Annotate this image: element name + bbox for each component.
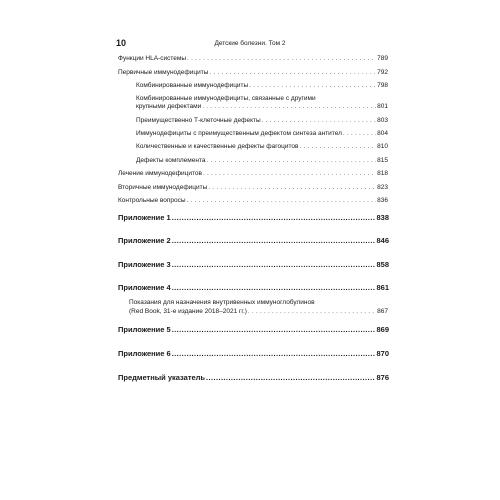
toc-appendix: Приложение 2 ..... 846 — [118, 237, 389, 245]
toc-entry-line1: Показания для назначения внутривенных иммуноглобулинов — [129, 299, 315, 306]
toc-entry: Лечение иммунодефицитов . . . 818 — [118, 170, 388, 178]
toc-appendix: Приложение 6 ..... 870 — [118, 350, 389, 358]
toc-appendix: Приложение 3 ..... 858 — [118, 261, 389, 269]
toc-entry: Функции HLA-системы . . . 789 — [118, 55, 388, 63]
toc-appendix: Предметный указатель ..... 876 — [118, 374, 389, 382]
toc-entry: Преимущественно Т-клеточные дефекты . . . 803 — [136, 117, 388, 125]
toc-entry: крупными дефектами . . . 801 — [136, 103, 388, 111]
running-title: Детские болезни. Том 2 — [214, 40, 286, 47]
toc-entry: Иммунодефициты с преимущественным дефектом синтеза антител . . . 804 — [136, 130, 388, 138]
toc-appendix: Приложение 4 ..... 861 — [118, 284, 389, 292]
toc-entry: Первичные иммунодефициты . . . 792 — [118, 69, 388, 77]
toc-entry: Комбинированные иммунодефициты . . . 798 — [136, 82, 388, 90]
page-number: 10 — [116, 38, 127, 48]
toc-entry: Контрольные вопросы . . . 836 — [118, 197, 388, 205]
toc-entry: Вторичные иммунодефициты . . . 823 — [118, 184, 388, 192]
toc-appendix: Приложение 1 ..... 838 — [118, 214, 389, 222]
toc-appendix: Приложение 5 ..... 869 — [118, 326, 389, 334]
toc-entry: Дефекты комплемента . . . 815 — [136, 157, 388, 165]
toc-entry: (Red Book, 31-е издание 2018–2021 гг.) . . . 867 — [129, 308, 388, 316]
toc-entry-line1: Комбинированные иммунодефициты, связанные с другими — [136, 95, 316, 102]
toc-entry: Количественные и качественные дефекты фагоцитов . . . 810 — [136, 143, 388, 151]
